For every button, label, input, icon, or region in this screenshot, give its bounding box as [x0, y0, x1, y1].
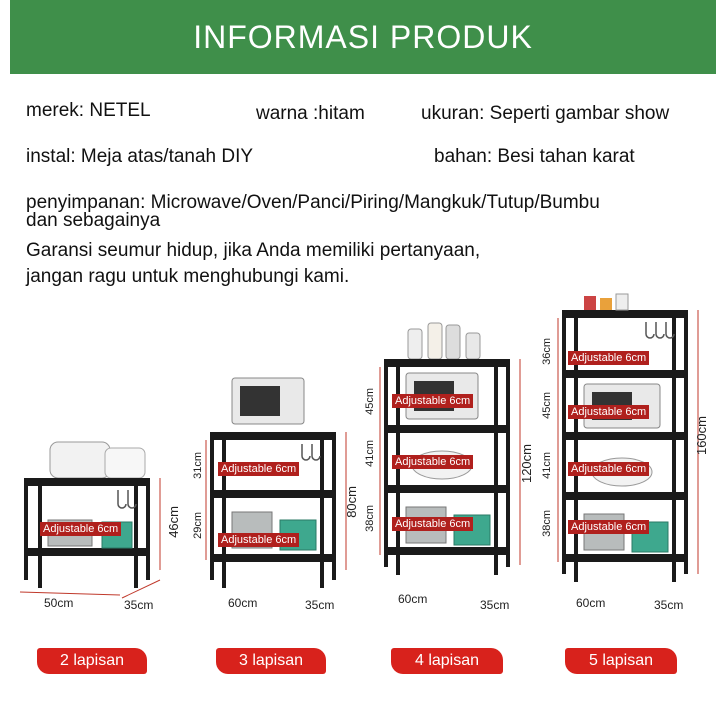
rack-4-segment-1: 45cm [364, 388, 376, 415]
rack-4-adjustable-tag-2: Adjustable 6cm [392, 455, 473, 469]
header-banner [10, 0, 716, 74]
rack-5-segment-3: 41cm [541, 452, 553, 479]
info-garansi-cont: jangan ragu untuk menghubungi kami. [26, 266, 350, 287]
rack-5-adjustable-tag-1: Adjustable 6cm [568, 351, 649, 365]
rack-5-adjustable-tag-2: Adjustable 6cm [568, 405, 649, 419]
rack-5-depth: 35cm [654, 598, 684, 612]
page-title: INFORMASI PRODUK [193, 18, 533, 55]
rack-3-depth: 35cm [305, 598, 335, 612]
rack-5-width: 60cm [576, 596, 606, 610]
rack-5-adjustable-tag-4: Adjustable 6cm [568, 520, 649, 534]
info-instal: instal: Meja atas/tanah DIY [26, 146, 254, 167]
rack-4-segment-2: 41cm [364, 440, 376, 467]
rack-3-adjustable-tag-1: Adjustable 6cm [218, 462, 299, 476]
rack-5-layer-illustration [550, 292, 716, 612]
rack-2-height: 46cm [166, 506, 181, 538]
rack-2-adjustable-tag: Adjustable 6cm [40, 522, 121, 536]
rack-4-adjustable-tag-1: Adjustable 6cm [392, 394, 473, 408]
rack-5-adjustable-tag-3: Adjustable 6cm [568, 462, 649, 476]
rack-2-layer-illustration [10, 430, 190, 610]
label-3-lapisan: 3 lapisan [216, 648, 326, 674]
label-5-lapisan: 5 lapisan [565, 648, 677, 674]
rack-3-height: 80cm [344, 486, 359, 518]
rack-3-width: 60cm [228, 596, 258, 610]
rack-3-segment-2: 29cm [192, 512, 204, 539]
rack-2-width: 50cm [44, 596, 74, 610]
rack-4-segment-3: 38cm [364, 505, 376, 532]
rack-3-segment-1: 31cm [192, 452, 204, 479]
rack-5-height: 160cm [694, 416, 709, 456]
info-merek: merek: NETEL [26, 100, 151, 121]
rack-5-segment-1: 36cm [541, 338, 553, 365]
info-ukuran: ukuran: Seperti gambar show [421, 103, 670, 124]
label-4-lapisan: 4 lapisan [391, 648, 503, 674]
rack-5-segment-4: 38cm [541, 510, 553, 537]
info-bahan: bahan: Besi tahan karat [434, 146, 635, 167]
rack-2-depth: 35cm [124, 598, 154, 612]
info-garansi: Garansi seumur hidup, jika Anda memiliki pertanyaan, [26, 240, 481, 261]
rack-4-height: 120cm [519, 444, 534, 484]
info-penyimpanan-cont: dan sebagainya [26, 210, 161, 231]
rack-4-adjustable-tag-3: Adjustable 6cm [392, 517, 473, 531]
rack-5-segment-2: 45cm [541, 392, 553, 419]
rack-4-width: 60cm [398, 592, 428, 606]
rack-3-layer-illustration [190, 370, 360, 620]
rack-3-adjustable-tag-2: Adjustable 6cm [218, 533, 299, 547]
label-2-lapisan: 2 lapisan [37, 648, 147, 674]
info-warna: warna :hitam [256, 103, 365, 124]
info-penyimpanan: penyimpanan: Microwave/Oven/Panci/Piring/Mangkuk/Tutup/Bumbu [26, 192, 600, 213]
rack-4-depth: 35cm [480, 598, 510, 612]
